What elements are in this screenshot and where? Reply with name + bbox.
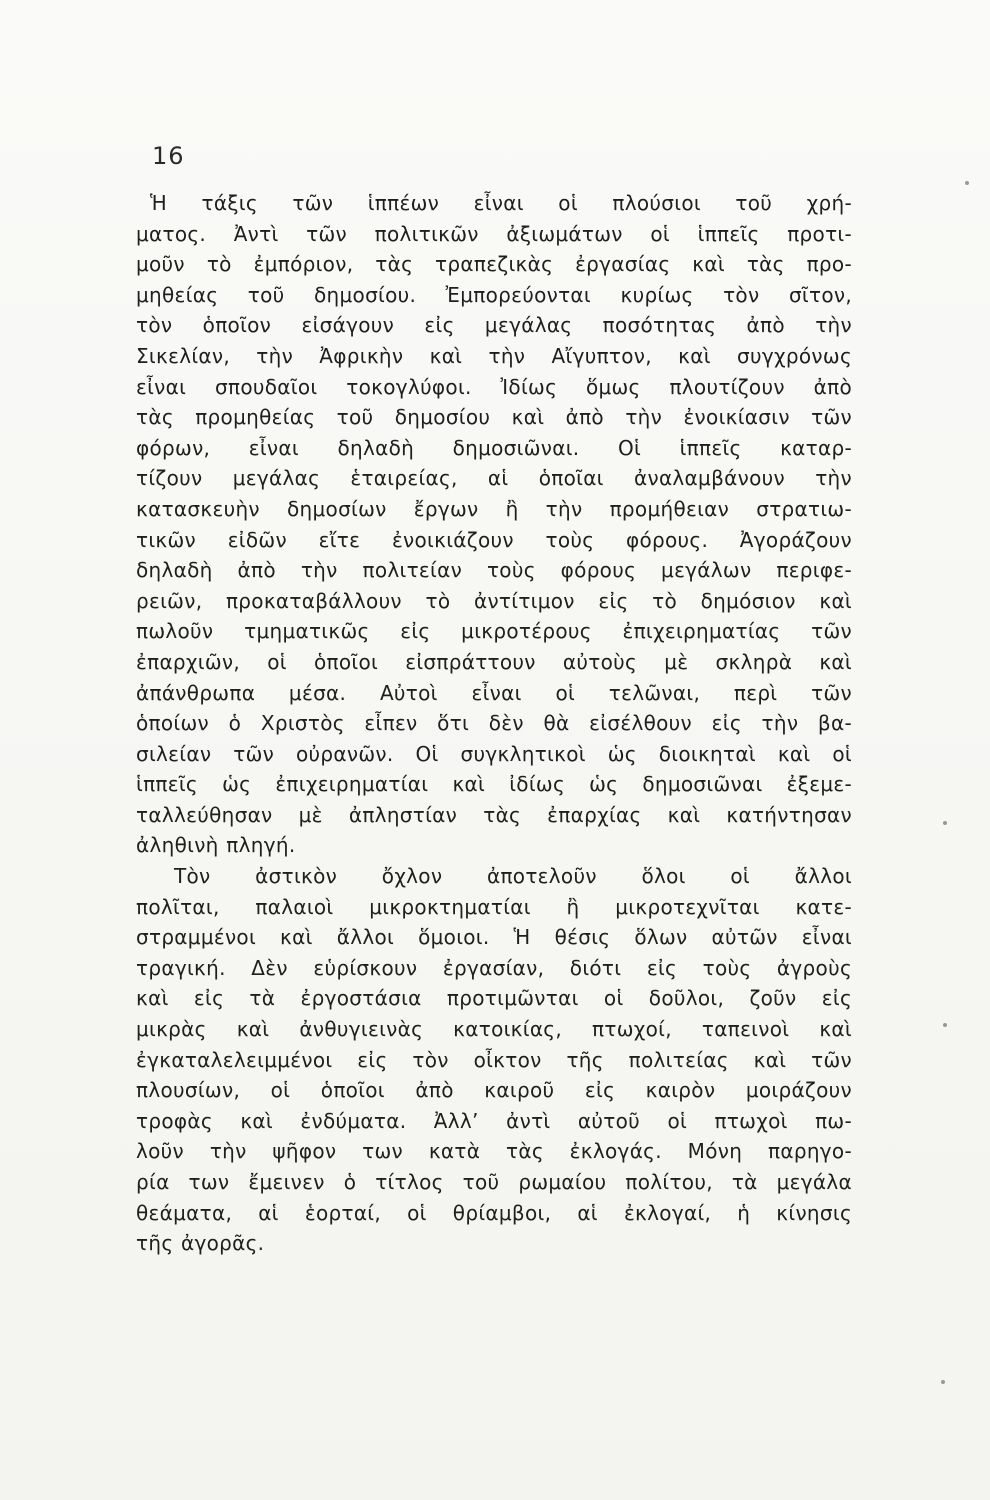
text-line: δηλαδὴ ἀπὸ τὴν πολιτείαν τοὺς φόρους μεγάλων περιφε- <box>136 558 852 583</box>
text-line: ἐπαρχιῶν, οἱ ὁποῖοι εἰσπράττουν αὐτοὺς μὲ σκληρὰ καὶ <box>136 649 852 674</box>
scan-speck <box>943 821 947 825</box>
text-line: τὸν ὁποῖον εἰσάγουν εἰς μεγάλας ποσότητας ἀπὸ τὴν <box>136 313 852 338</box>
text-line: εἶναι σπουδαῖοι τοκογλύφοι. Ἰδίως ὅμως πλουτίζουν ἀπὸ <box>136 374 852 399</box>
text-line: φόρων, εἶναι δηλαδὴ δημοσιῶναι. Οἱ ἱππεῖς καταρ- <box>136 435 852 460</box>
body-text <box>136 188 852 1259</box>
text-line: ἀπάνθρωπα μέσα. Αὐτοὶ εἶναι οἱ τελῶναι, περὶ τῶν <box>136 680 852 705</box>
text-line: στραμμένοι καὶ ἄλλοι ὅμοιοι. Ἡ θέσις ὅλων αὐτῶν εἶναι <box>136 925 852 950</box>
text-line: Τὸν ἀστικὸν ὄχλον ἀποτελοῦν ὅλοι οἱ ἄλλοι <box>174 864 852 889</box>
text-line: μηθείας τοῦ δημοσίου. Ἐμπορεύονται κυρίως τὸν σῖτον, <box>136 282 852 307</box>
text-line: ταλλεύθησαν μὲ ἀπληστίαν τὰς ἐπαρχίας καὶ κατήντησαν <box>136 802 852 827</box>
text-line: τροφὰς καὶ ἐνδύματα. Ἀλλ’ ἀντὶ αὐτοῦ οἱ πτωχοὶ πω- <box>136 1108 852 1133</box>
text-line: ρειῶν, προκαταβάλλουν τὸ ἀντίτιμον εἰς τὸ δημόσιον καὶ <box>136 588 852 613</box>
text-line: τραγική. Δὲν εὑρίσκουν ἐργασίαν, διότι εἰς τοὺς ἀγροὺς <box>136 955 852 980</box>
text-line: λοῦν τὴν ψῆφον των κατὰ τὰς ἐκλογάς. Μόνη παρηγο- <box>136 1139 852 1164</box>
text-line: τῆς ἀγορᾶς. <box>136 1231 265 1256</box>
text-line: ρία των ἔμεινεν ὁ τίτλος τοῦ ρωμαίου πολίτου, τὰ μεγάλα <box>136 1170 852 1194</box>
text-line: ἀληθινὴ πληγή. <box>136 833 296 858</box>
text-line: καὶ εἰς τὰ ἐργοστάσια προτιμῶνται οἱ δοῦλοι, ζοῦν εἰς <box>136 986 852 1011</box>
text-line: πολῖται, παλαιοὶ μικροκτηματίαι ἢ μικροτεχνῖται κατε- <box>136 894 852 919</box>
scan-speck <box>941 1380 945 1384</box>
text-line: μοῦν τὸ ἐμπόριον, τὰς τραπεζικὰς ἐργασίας καὶ τὰς προ- <box>136 252 852 277</box>
scan-speck <box>965 181 969 185</box>
text-line: σιλείαν τῶν οὐρανῶν. Οἱ συγκλητικοὶ ὡς διοικηταὶ καὶ οἱ <box>136 741 852 766</box>
text-line: τίζουν μεγάλας ἑταιρείας, αἱ ὁποῖαι ἀναλαμβάνουν τὴν <box>136 466 852 491</box>
text-line: ἱππεῖς ὡς ἐπιχειρηματίαι καὶ ἰδίως ὡς δημοσιῶναι ἐξεμε- <box>136 772 852 797</box>
text-line: Ἡ τάξις τῶν ἱππέων εἶναι οἱ πλούσιοι τοῦ χρή- <box>150 191 852 215</box>
text-line: πωλοῦν τμηματικῶς εἰς μικροτέρους ἐπιχειρηματίας τῶν <box>136 619 852 644</box>
scan-speck <box>943 1023 947 1027</box>
text-line: κατασκευὴν δημοσίων ἔργων ἢ τὴν προμήθειαν στρατιω- <box>136 496 852 521</box>
text-line: θεάματα, αἱ ἑορταί, οἱ θρίαμβοι, αἱ ἐκλογαί, ἡ κίνησις <box>136 1200 852 1225</box>
text-line: ἐγκαταλελειμμένοι εἰς τὸν οἶκτον τῆς πολιτείας καὶ τῶν <box>136 1047 852 1072</box>
text-line: πλουσίων, οἱ ὁποῖοι ἀπὸ καιροῦ εἰς καιρὸν μοιράζουν <box>136 1078 852 1103</box>
text-line: ὁποίων ὁ Χριστὸς εἶπεν ὅτι δὲν θὰ εἰσέλθουν εἰς τὴν βα- <box>136 711 852 736</box>
text-line: τικῶν εἰδῶν εἴτε ἐνοικιάζουν τοὺς φόρους. Ἀγοράζουν <box>136 527 852 552</box>
text-line: μικρὰς καὶ ἀνθυγιεινὰς κατοικίας, πτωχοί, ταπεινοὶ καὶ <box>136 1017 852 1042</box>
text-line: ματος. Ἀντὶ τῶν πολιτικῶν ἀξιωμάτων οἱ ἱππεῖς προτι- <box>136 221 852 246</box>
text-line: τὰς προμηθείας τοῦ δημοσίου καὶ ἀπὸ τὴν ἐνοικίασιν τῶν <box>136 405 852 430</box>
text-line: Σικελίαν, τὴν Ἀφρικὴν καὶ τὴν Αἴγυπτον, καὶ συγχρόνως <box>136 343 852 368</box>
page-number: 16 <box>152 142 185 170</box>
